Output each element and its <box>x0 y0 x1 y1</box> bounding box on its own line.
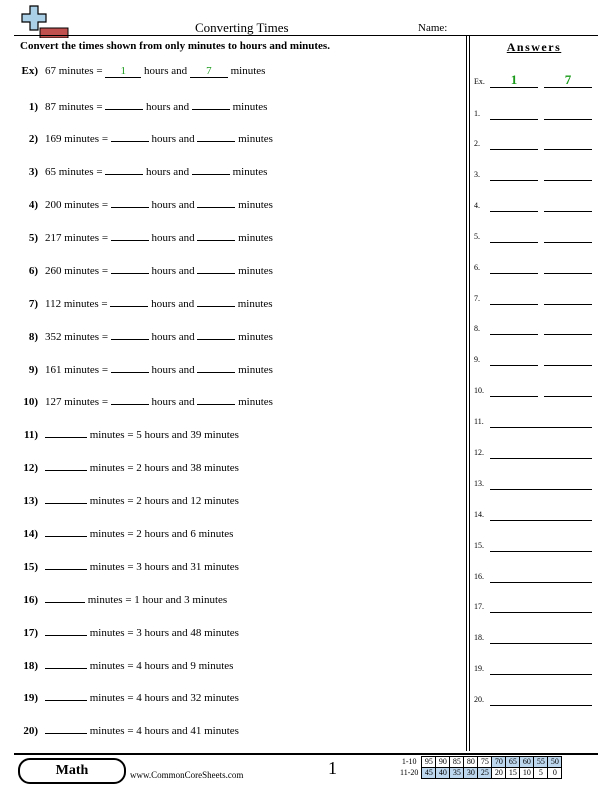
answer-line[interactable] <box>490 242 538 243</box>
answer-line[interactable] <box>490 674 592 675</box>
minutes-blank[interactable] <box>197 129 235 142</box>
answer-row: 19. <box>474 663 490 675</box>
problem-row: 20) minutes = 4 hours and 41 minutes <box>18 721 239 735</box>
minutes-blank[interactable] <box>192 97 230 110</box>
hours-blank[interactable] <box>111 360 149 373</box>
hours-blank[interactable] <box>105 162 143 175</box>
answers-heading: Answers <box>506 40 562 54</box>
answer-line[interactable] <box>490 180 538 181</box>
answer-line[interactable] <box>490 705 592 706</box>
minutes-blank[interactable] <box>45 491 87 504</box>
site-url: www.CommonCoreSheets.com <box>130 770 244 780</box>
problem-row: 6) 260 minutes = hours and minutes <box>18 261 273 275</box>
minutes-blank[interactable] <box>45 721 87 734</box>
hours-blank[interactable] <box>111 392 149 405</box>
answer-line[interactable] <box>544 365 592 366</box>
header-rule <box>14 35 598 36</box>
score-row: 1-10 95 90 85 80 75 70 65 60 55 50 <box>398 757 562 768</box>
problem-row: 17) minutes = 3 hours and 48 minutes <box>18 623 239 637</box>
answer-line[interactable] <box>544 396 592 397</box>
answer-line[interactable] <box>490 273 538 274</box>
answer-line[interactable] <box>490 643 592 644</box>
problem-row: 3) 65 minutes = hours and minutes <box>18 162 267 176</box>
minutes-blank[interactable] <box>45 557 87 570</box>
answer-row: 3. <box>474 169 490 181</box>
problem-row: 12) minutes = 2 hours and 38 minutes <box>18 458 239 472</box>
hours-blank[interactable] <box>105 97 143 110</box>
minutes-blank[interactable] <box>45 425 87 438</box>
problem-row: 15) minutes = 3 hours and 31 minutes <box>18 557 239 571</box>
minutes-blank[interactable] <box>197 261 235 274</box>
footer-rule <box>14 753 598 755</box>
example-minutes-answer: 7 <box>190 65 228 78</box>
problem-row: 7) 112 minutes = hours and minutes <box>18 294 273 308</box>
answer-line[interactable] <box>544 242 592 243</box>
answer-row: 15. <box>474 540 490 552</box>
answer-row: 16. <box>474 571 490 583</box>
plus-logo-icon <box>20 4 70 38</box>
minutes-blank[interactable] <box>45 623 87 636</box>
problem-row: 2) 169 minutes = hours and minutes <box>18 129 273 143</box>
problem-number: Ex) <box>21 65 38 77</box>
minutes-blank[interactable] <box>45 524 87 537</box>
answer-row: 11. <box>474 416 490 428</box>
answer-line[interactable] <box>544 304 592 305</box>
answer-line[interactable] <box>490 427 592 428</box>
instructions: Convert the times shown from only minutes to hours and minutes. <box>20 40 330 52</box>
answer-row: 10. <box>474 385 490 397</box>
answer-row: 8. <box>474 323 490 335</box>
problem-row: 5) 217 minutes = hours and minutes <box>18 228 273 242</box>
answer-column-divider <box>466 36 467 751</box>
answer-line[interactable] <box>544 119 592 120</box>
answer-row: 7. <box>474 293 490 305</box>
problem-row: 11) minutes = 5 hours and 39 minutes <box>18 425 239 439</box>
problem-row: 8) 352 minutes = hours and minutes <box>18 327 273 341</box>
example-problem: Ex) 67 minutes = 1 hours and 7 minutes <box>18 64 265 78</box>
answer-row: 12. <box>474 447 490 459</box>
answer-line <box>544 87 592 88</box>
answer-row: 2. <box>474 138 490 150</box>
answer-row: 4. <box>474 200 490 212</box>
answer-line[interactable] <box>490 334 538 335</box>
minutes-blank[interactable] <box>197 195 235 208</box>
problem-row: 1) 87 minutes = hours and minutes <box>18 97 267 111</box>
problem-row: 10) 127 minutes = hours and minutes <box>18 392 273 406</box>
answer-line[interactable] <box>544 273 592 274</box>
answer-row: 20. <box>474 694 490 706</box>
minutes-blank[interactable] <box>192 162 230 175</box>
answer-row: 14. <box>474 509 490 521</box>
answer-row: 1. <box>474 108 490 120</box>
answer-row: 6. <box>474 262 490 274</box>
answer-line[interactable] <box>544 149 592 150</box>
problem-row: 13) minutes = 2 hours and 12 minutes <box>18 491 239 505</box>
answer-line[interactable] <box>544 211 592 212</box>
minutes-blank[interactable] <box>197 294 235 307</box>
score-table <box>398 756 562 779</box>
hours-blank[interactable] <box>111 129 149 142</box>
answer-line[interactable] <box>490 458 592 459</box>
problem-row: 9) 161 minutes = hours and minutes <box>18 360 273 374</box>
answer-line[interactable] <box>544 334 592 335</box>
minutes-blank[interactable] <box>197 327 235 340</box>
page-title: Converting Times <box>195 20 289 35</box>
problem-row: 16) minutes = 1 hour and 3 minutes <box>18 590 227 604</box>
problem-row: 18) minutes = 4 hours and 9 minutes <box>18 656 233 670</box>
answer-column-divider <box>469 36 470 751</box>
answer-row: 9. <box>474 354 490 366</box>
hours-blank[interactable] <box>111 195 149 208</box>
answer-line[interactable] <box>490 396 538 397</box>
hours-blank[interactable] <box>111 228 149 241</box>
problem-row: 19) minutes = 4 hours and 32 minutes <box>18 688 239 702</box>
minutes-blank[interactable] <box>45 656 87 669</box>
answer-row: 18. <box>474 632 490 644</box>
score-row: 11-20 45 40 35 30 25 20 15 10 5 0 <box>398 768 562 779</box>
answer-line[interactable] <box>490 520 592 521</box>
minutes-blank[interactable] <box>197 392 235 405</box>
answer-line[interactable] <box>490 582 592 583</box>
hours-blank[interactable] <box>111 261 149 274</box>
answer-line[interactable] <box>490 211 538 212</box>
answer-line[interactable] <box>490 119 538 120</box>
example-answer-hours: 1 <box>510 72 518 87</box>
minutes-blank[interactable] <box>197 228 235 241</box>
answer-row: 13. <box>474 478 490 490</box>
hours-blank[interactable] <box>111 327 149 340</box>
answer-line[interactable] <box>490 551 592 552</box>
name-label: Name: <box>418 22 448 34</box>
minutes-blank[interactable] <box>45 688 87 701</box>
answer-row-example: Ex. 1 7 <box>474 76 490 88</box>
answer-row: 5. <box>474 231 490 243</box>
example-answer-minutes: 7 <box>564 72 572 87</box>
minutes-blank[interactable] <box>45 590 85 603</box>
answer-line[interactable] <box>490 304 538 305</box>
example-hours-answer: 1 <box>105 65 141 78</box>
subject-badge: Math <box>18 758 126 784</box>
minutes-blank[interactable] <box>197 360 235 373</box>
answer-line[interactable] <box>490 365 538 366</box>
problem-row: 4) 200 minutes = hours and minutes <box>18 195 273 209</box>
answer-row: 17. <box>474 601 490 613</box>
problem-row: 14) minutes = 2 hours and 6 minutes <box>18 524 233 538</box>
answer-line[interactable] <box>490 489 592 490</box>
minutes-blank[interactable] <box>45 458 87 471</box>
answer-line[interactable] <box>490 149 538 150</box>
answer-line <box>490 87 538 88</box>
page-number: 1 <box>328 758 337 778</box>
hours-blank[interactable] <box>110 294 148 307</box>
answer-line[interactable] <box>544 180 592 181</box>
answer-line[interactable] <box>490 612 592 613</box>
